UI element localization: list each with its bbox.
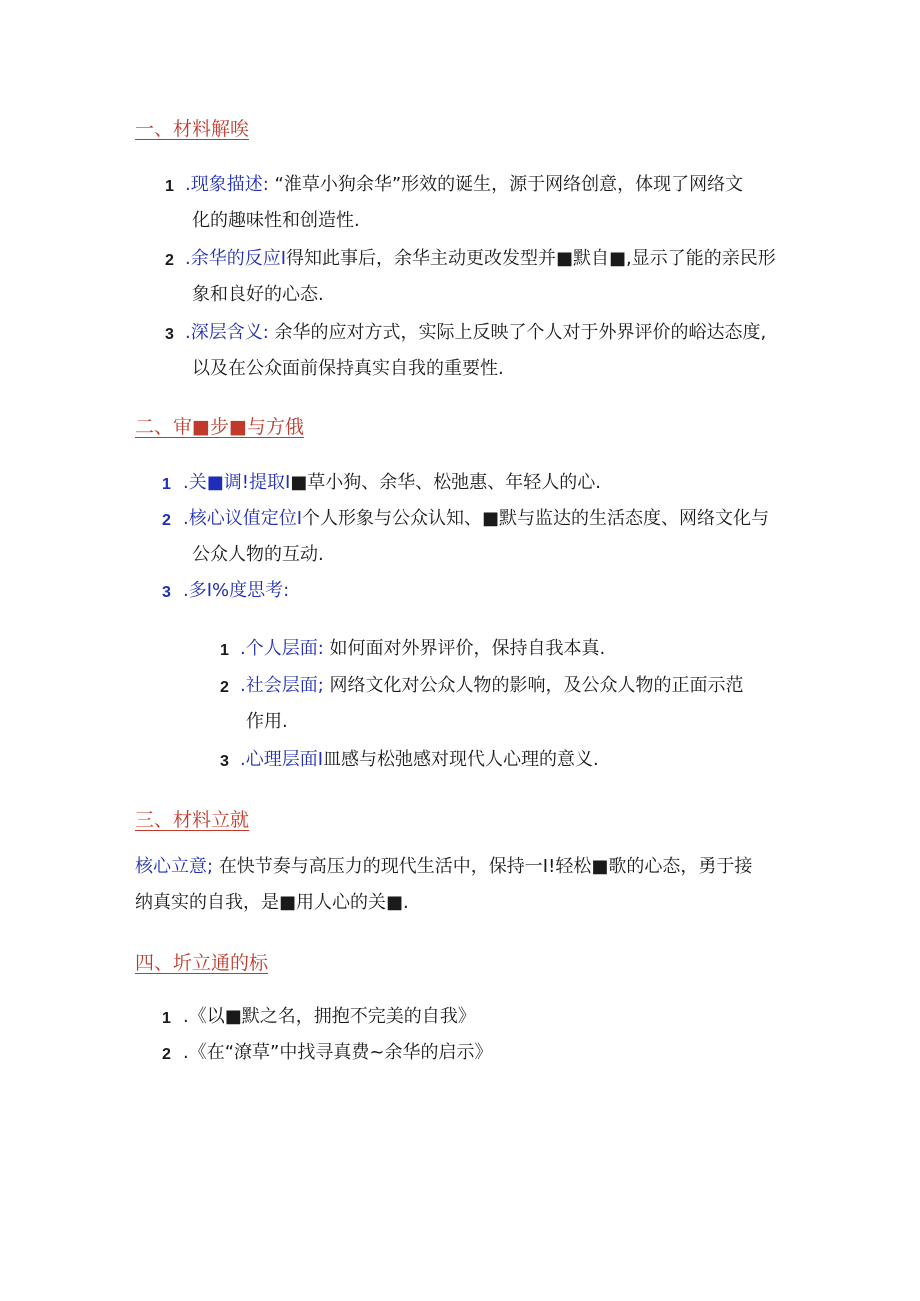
s3-core-idea-label: 核心立意; <box>135 856 214 877</box>
section-3-heading: 三、材料立就 <box>135 809 250 831</box>
s1-item-2 <box>185 241 776 277</box>
s2-sub-1 <box>240 631 605 667</box>
s2-item-3-number: 3 <box>162 584 171 601</box>
s1-item-2-number: 2 <box>165 252 174 269</box>
s3-core-idea <box>135 849 752 885</box>
s4-item-1-text: .《以■默之名，拥抱不完美的自我》 <box>183 1006 476 1027</box>
s4-item-2-number: 2 <box>162 1046 171 1063</box>
section-1-heading: 一、材料解唉 <box>135 118 250 140</box>
s1-item-1-continuation: 化的趣味性和创造性. <box>192 210 360 231</box>
s2-item-1-number: 1 <box>162 476 171 493</box>
s2-sub-1-number: 1 <box>220 642 229 659</box>
s2-sub-1-text: 如何面对外界评价，保持自我本真. <box>329 638 606 659</box>
s2-item-3-label: .多I%度思考: <box>183 580 290 601</box>
s2-sub-2-number: 2 <box>220 679 229 696</box>
s2-sub-3-number: 3 <box>220 753 229 770</box>
s1-item-2-label: .余华的反应I <box>185 248 287 269</box>
s2-item-2-label: .核心议值定位I <box>183 508 303 529</box>
section-4-heading: 四、圻立通的标 <box>135 952 269 974</box>
s1-item-3-label: .深层含义: <box>185 322 269 343</box>
s2-item-1-label: .关■调!提取I <box>183 472 291 493</box>
s1-item-3-number: 3 <box>165 326 174 343</box>
section-2-heading: 二、审■步■与方俄 <box>135 416 304 438</box>
s1-item-3 <box>185 315 766 351</box>
s2-item-1 <box>183 465 601 501</box>
s2-sub-3-label: .心理层面I <box>240 749 324 770</box>
s3-core-idea-text: 在快节奏与高压力的现代生活中，保持一I!轻松■歌的心态，勇于接 <box>218 856 753 877</box>
s2-item-2-continuation: 公众人物的互动. <box>192 544 324 565</box>
s2-item-2-text: 个人形象与公众认知、■默与监达的生活态度、网络文化与 <box>302 508 770 529</box>
s2-sub-3 <box>240 742 599 778</box>
s1-item-3-text: 余华的应对方式，实际上反映了个人对于外界评价的峪达态度, <box>274 322 767 343</box>
s2-item-2 <box>183 501 769 537</box>
s1-item-2-text: 得知此事后，余华主动更改发型并■默自■,显示了能的亲民形 <box>286 248 776 269</box>
s2-sub-2-label: .社会层面; <box>240 675 324 696</box>
s2-item-1-text: ■草小狗、余华、松弛惠、年轻人的心. <box>290 472 601 493</box>
s4-item-2-text: .《在“潦草”中找寻真费~余华的启示》 <box>183 1042 493 1063</box>
s4-item-1-number: 1 <box>162 1010 171 1027</box>
s3-core-idea-continuation: 纳真实的自我，是■用人心的关■. <box>135 892 409 913</box>
s2-sub-2-text: 网络文化对公众人物的影响，及公众人物的正面示范 <box>329 675 744 696</box>
s1-item-1-text: “淮草小狗余华”形效的诞生，源于网络创意，体现了网络文 <box>274 174 744 195</box>
s2-sub-2 <box>240 668 744 704</box>
s2-item-2-number: 2 <box>162 512 171 529</box>
s1-item-1-label: .现象描述: <box>185 174 269 195</box>
s2-sub-1-label: .个人层面: <box>240 638 324 659</box>
s1-item-1-number: 1 <box>165 178 174 195</box>
s1-item-1 <box>185 167 743 203</box>
s1-item-2-continuation: 象和良好的心态. <box>192 284 324 305</box>
s1-item-3-continuation: 以及在公众面前保持真实自我的重要性. <box>192 358 504 379</box>
s2-item-3 <box>183 573 289 609</box>
s2-sub-2-continuation: 作用. <box>246 711 288 732</box>
s2-sub-3-text: 皿感与松弛感对现代人心理的意义. <box>323 749 599 770</box>
